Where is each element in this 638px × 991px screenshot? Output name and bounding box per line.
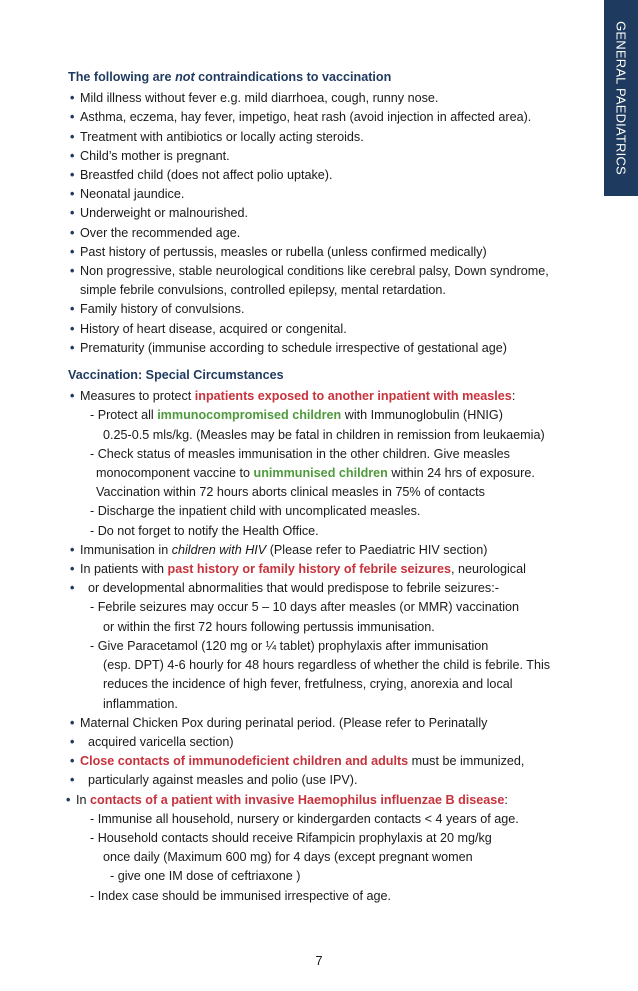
not-contraindications-list — [68, 89, 576, 358]
list-item: • Family history of convulsions. — [68, 300, 576, 319]
section-heading-special-circumstances: Vaccination: Special Circumstances — [68, 368, 284, 383]
list-item-febrile-seizures: • In patients with past history or family history of febrile seizures, neurological — [68, 560, 576, 579]
list-subitem-cont: or within the first 72 hours following pertussis immunisation. — [103, 619, 435, 634]
list-item-cont: • particularly against measles and polio (use IPV). — [68, 771, 576, 790]
section-heading-not-contraindications: The following are not contraindications to vaccination — [68, 70, 392, 84]
list-subitem-cont: monocomponent vaccine to unimmunised children within 24 hrs of exposure. — [96, 466, 535, 481]
list-item-cont: • acquired varicella section) — [68, 733, 576, 752]
list-item-hiv: • Immunisation in children with HIV (Please refer to Paediatric HIV section) — [68, 541, 576, 560]
list-item: • Prematurity (immunise according to schedule irrespective of gestational age) — [68, 339, 576, 358]
list-subitem: - Index case should be immunised irrespective of age. — [90, 888, 392, 903]
list-subitem-cont: 0.25-0.5 mls/kg. (Measles may be fatal in children in remission from leukaemia) — [103, 427, 545, 442]
list-subitem: - Immunise all household, nursery or kindergarden contacts < 4 years of age. — [90, 811, 519, 826]
list-subitem: - Check status of measles immunisation in the other children. Give measles — [90, 446, 510, 461]
list-item: • Mild illness without fever e.g. mild diarrhoea, cough, runny nose. — [68, 89, 576, 108]
list-subitem-cont: once daily (Maximum 600 mg) for 4 days (except pregnant women — [103, 850, 473, 865]
list-item: • Non progressive, stable neurological conditions like cerebral palsy, Down syndrome, simple febrile convulsions, controlled epilepsy, mental retardation. — [68, 262, 576, 300]
list-item: • Child’s mother is pregnant. — [68, 147, 576, 166]
list-subitem: - Do not forget to notify the Health Office. — [90, 523, 319, 538]
list-subitem-cont: Vaccination within 72 hours aborts clinical measles in 75% of contacts — [96, 485, 485, 500]
hib-contacts-list — [64, 791, 576, 906]
special-circumstances-list — [68, 387, 576, 790]
side-tab-label: GENERAL PAEDIATRICS — [613, 21, 629, 175]
list-subitem-cont: - give one IM dose of ceftriaxone ) — [110, 869, 301, 884]
page-number: 7 — [315, 953, 323, 968]
list-item: • Over the recommended age. — [68, 224, 576, 243]
list-subitem: - Protect all immunocompromised children with Immunoglobulin (HNIG) — [90, 408, 503, 423]
list-item: • Underweight or malnourished. — [68, 204, 576, 223]
list-subitem: - Give Paracetamol (120 mg or ¼ tablet) prophylaxis after immunisation — [90, 638, 489, 653]
list-item: • Asthma, eczema, hay fever, impetigo, heat rash (avoid injection in affected area). — [68, 108, 576, 127]
list-item: • Neonatal jaundice. — [68, 185, 576, 204]
list-item-measles-exposure: • Measures to protect inpatients exposed to another inpatient with measles: — [68, 387, 576, 406]
list-item-cont: • or developmental abnormalities that would predispose to febrile seizures:- — [68, 579, 576, 598]
list-subitem: - Febrile seizures may occur 5 – 10 days after measles (or MMR) vaccination — [90, 600, 520, 615]
section-side-tab — [604, 0, 638, 196]
list-item: • Breastfed child (does not affect polio uptake). — [68, 166, 576, 185]
list-item: • History of heart disease, acquired or congenital. — [68, 320, 576, 339]
list-item-immunodeficient-contacts: • Close contacts of immunodeficient children and adults must be immunized, — [68, 752, 576, 771]
list-item-hib-contacts: • In contacts of a patient with invasive Haemophilus influenzae B disease: — [64, 791, 576, 810]
list-subitem: - Household contacts should receive Rifampicin prophylaxis at 20 mg/kg — [90, 830, 492, 845]
list-subitem: - Discharge the inpatient child with uncomplicated measles. — [90, 504, 421, 519]
list-item-chickenpox: • Maternal Chicken Pox during perinatal period. (Please refer to Perinatally — [68, 714, 576, 733]
list-item: • Treatment with antibiotics or locally acting steroids. — [68, 128, 576, 147]
list-item: • Past history of pertussis, measles or rubella (unless confirmed medically) — [68, 243, 576, 262]
list-subitem-cont: (esp. DPT) 4-6 hourly for 48 hours regardless of whether the child is febrile. This reduces the incidence of high fever, fretfulness, crying, anorexia and local inflammation. — [103, 658, 551, 711]
page-content — [68, 68, 576, 906]
